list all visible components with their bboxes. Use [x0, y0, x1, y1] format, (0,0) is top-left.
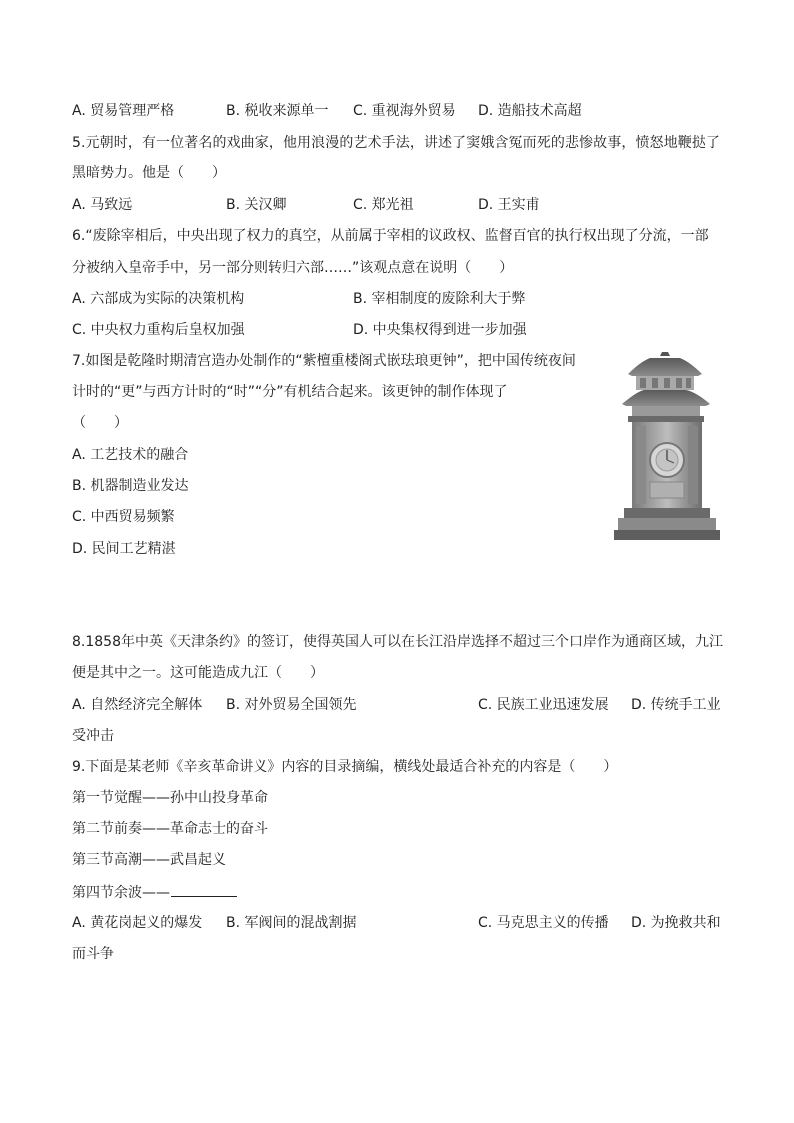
q4-option-b: B. 税收来源单一 — [226, 103, 329, 119]
fill-in-blank — [171, 882, 237, 897]
q7-option-c: C. 中西贸易频繁 — [72, 509, 175, 525]
q4-option-a: A. 贸易管理严格 — [72, 103, 175, 119]
q9-option-d: D. 为挽救共和 — [631, 915, 721, 931]
q6-stem-line1: 6.“废除宰相后，中央出现了权力的真空，从前属于宰相的议政权、监督百官的执行权出现了分流，一部 — [72, 228, 709, 244]
q9-option-a: A. 黄花岗起义的爆发 — [72, 915, 203, 931]
q9-section-4-label: 第四节余波—— — [72, 885, 170, 901]
q6-option-c: C. 中央权力重构后皇权加强 — [72, 322, 245, 338]
q7-stem-line1: 7.如图是乾隆时期清宫造办处制作的“紫檀重楼阁式嵌珐琅更钟”，把中国传统夜间 — [72, 353, 576, 369]
q7-stem-line2: 计时的“更”与西方计时的“时”“分”有机结合起来。该更钟的制作体现了 — [72, 384, 508, 400]
q9-section-2: 第二节前奏——革命志士的奋斗 — [72, 821, 268, 837]
q7-option-d: D. 民间工艺精湛 — [72, 541, 176, 557]
q7-option-a: A. 工艺技术的融合 — [72, 447, 189, 463]
q9-section-3: 第三节高潮——武昌起义 — [72, 852, 226, 868]
q8-stem-line2: 便是其中之一。这可能造成九江（ ） — [72, 665, 324, 681]
q6-option-a: A. 六部成为实际的决策机构 — [72, 291, 245, 307]
q9-option-b: B. 军阀间的混战割据 — [226, 915, 357, 931]
q8-option-b: B. 对外贸易全国领先 — [226, 697, 357, 713]
q5-option-c: C. 郑光祖 — [353, 197, 414, 213]
q7-option-b: B. 机器制造业发达 — [72, 478, 189, 494]
q5-stem-line2: 黑暗势力。他是（ ） — [72, 165, 226, 181]
q4-option-c: C. 重视海外贸易 — [353, 103, 456, 119]
q6-option-b: B. 宰相制度的废除利大于弊 — [353, 291, 526, 307]
q8-stem-line1: 8.1858年中英《天津条约》的签订，使得英国人可以在长江沿岸选择不超过三个口岸作为通商区域，九江 — [72, 634, 723, 650]
q6-stem-line2: 分被纳入皇帝手中，另一部分则转归六部……”该观点意在说明（ ） — [72, 260, 514, 276]
q8-option-a: A. 自然经济完全解体 — [72, 697, 203, 713]
q5-option-d: D. 王实甫 — [478, 197, 540, 213]
q5-option-b: B. 关汉卿 — [226, 197, 287, 213]
q5-option-a: A. 马致远 — [72, 197, 133, 213]
clock-tower-image — [610, 352, 720, 540]
q8-option-d-continued: 受冲击 — [72, 728, 114, 744]
q5-stem-line1: 5.元朝时，有一位著名的戏曲家，他用浪漫的艺术手法，讲述了窦娥含冤而死的悲惨故事，愤怒地鞭挞了 — [72, 135, 721, 151]
q4-option-d: D. 造船技术高超 — [478, 103, 582, 119]
q8-option-d: D. 传统手工业 — [631, 697, 721, 713]
q8-option-c: C. 民族工业迅速发展 — [478, 697, 609, 713]
q7-stem-line3: （ ） — [72, 415, 128, 431]
q9-section-1: 第一节觉醒——孙中山投身革命 — [72, 790, 268, 806]
q9-stem: 9.下面是某老师《辛亥革命讲义》内容的目录摘编，横线处最适合补充的内容是（ ） — [72, 759, 618, 775]
q9-section-4 — [72, 882, 237, 903]
q9-option-c: C. 马克思主义的传播 — [478, 915, 609, 931]
q6-option-d: D. 中央集权得到进一步加强 — [353, 322, 527, 338]
q9-option-d-continued: 而斗争 — [72, 946, 114, 962]
